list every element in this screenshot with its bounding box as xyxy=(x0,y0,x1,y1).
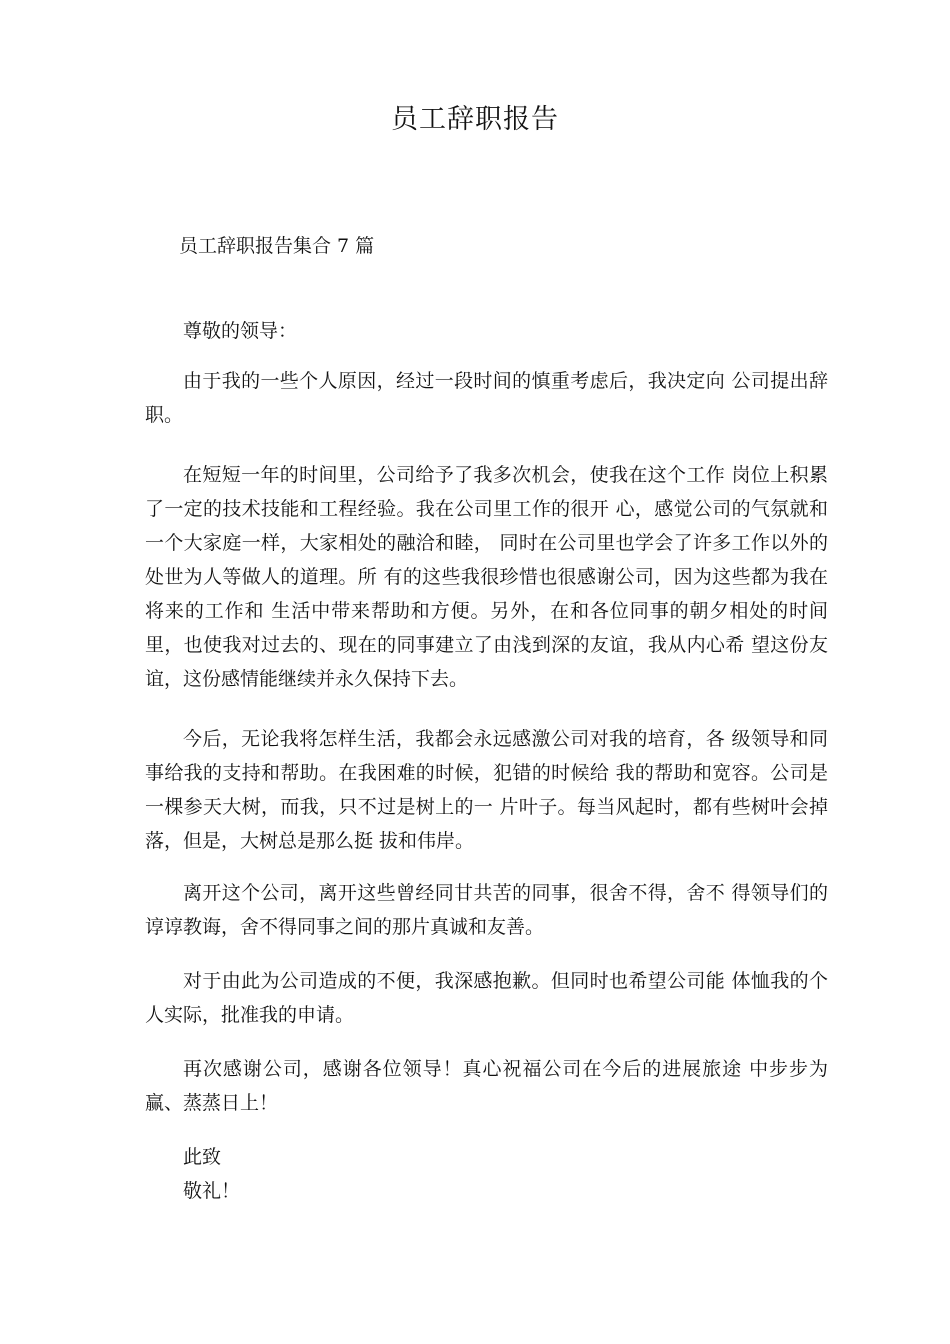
letter-paragraph: 对于由此为公司造成的不便，我深感抱歉。但同时也希望公司能 体恤我的个人实际，批准我的申请。 xyxy=(145,970,828,1026)
letter-greeting: 尊敬的领导： xyxy=(183,320,298,342)
letter-paragraph: 今后，无论我将怎样生活，我都会永远感激公司对我的培育，各 级领导和同事给我的支持和帮助。在我困难的时候，犯错的时候给 我的帮助和宽容。公司是一棵参天大树，而我，只不过是树上的一 片叶子。每当风起时，都有些树叶会掉落，但是，大树总是那么挺 拔和伟岸。 xyxy=(145,728,828,852)
letter-paragraph: 再次感谢公司，感谢各位领导！真心祝福公司在今后的进展旅途 中步步为赢、蒸蒸日上！ xyxy=(145,1058,828,1114)
letter-paragraph: 离开这个公司，离开这些曾经同甘共苦的同事，很舍不得，舍不 得领导们的谆谆教诲，舍不得同事之间的那片真诚和友善。 xyxy=(145,882,828,938)
letter-closing: 此致 xyxy=(183,1146,222,1168)
letter-salutation: 敬礼！ xyxy=(183,1180,241,1202)
letter-body xyxy=(145,314,828,1208)
letter-paragraph: 由于我的一些个人原因，经过一段时间的慎重考虑后，我决定向 公司提出辞职。 xyxy=(145,370,828,426)
letter-paragraph: 在短短一年的时间里，公司给予了我多次机会，使我在这个工作 岗位上积累了一定的技术技能和工程经验。我在公司里工作的很开 心，感觉公司的气氛就和一个大家庭一样，大家相处的融洽和睦， 同时在公司里也学会了许多工作以外的处世为人等做人的道理。所 有的这些我很珍惜也很感谢公司，因为这些都为我在将来的工作和 生活中带来帮助和方便。另外，在和各位同事的朝夕相处的时间里，也使我对过去的、现在的同事建立了由浅到深的友谊，我从内心希 望这份友谊，这份感情能继续并永久保持下去。 xyxy=(145,464,828,690)
document-subtitle: 员工辞职报告集合 7 篇 xyxy=(179,235,375,257)
document-title: 员工辞职报告 xyxy=(391,104,559,135)
